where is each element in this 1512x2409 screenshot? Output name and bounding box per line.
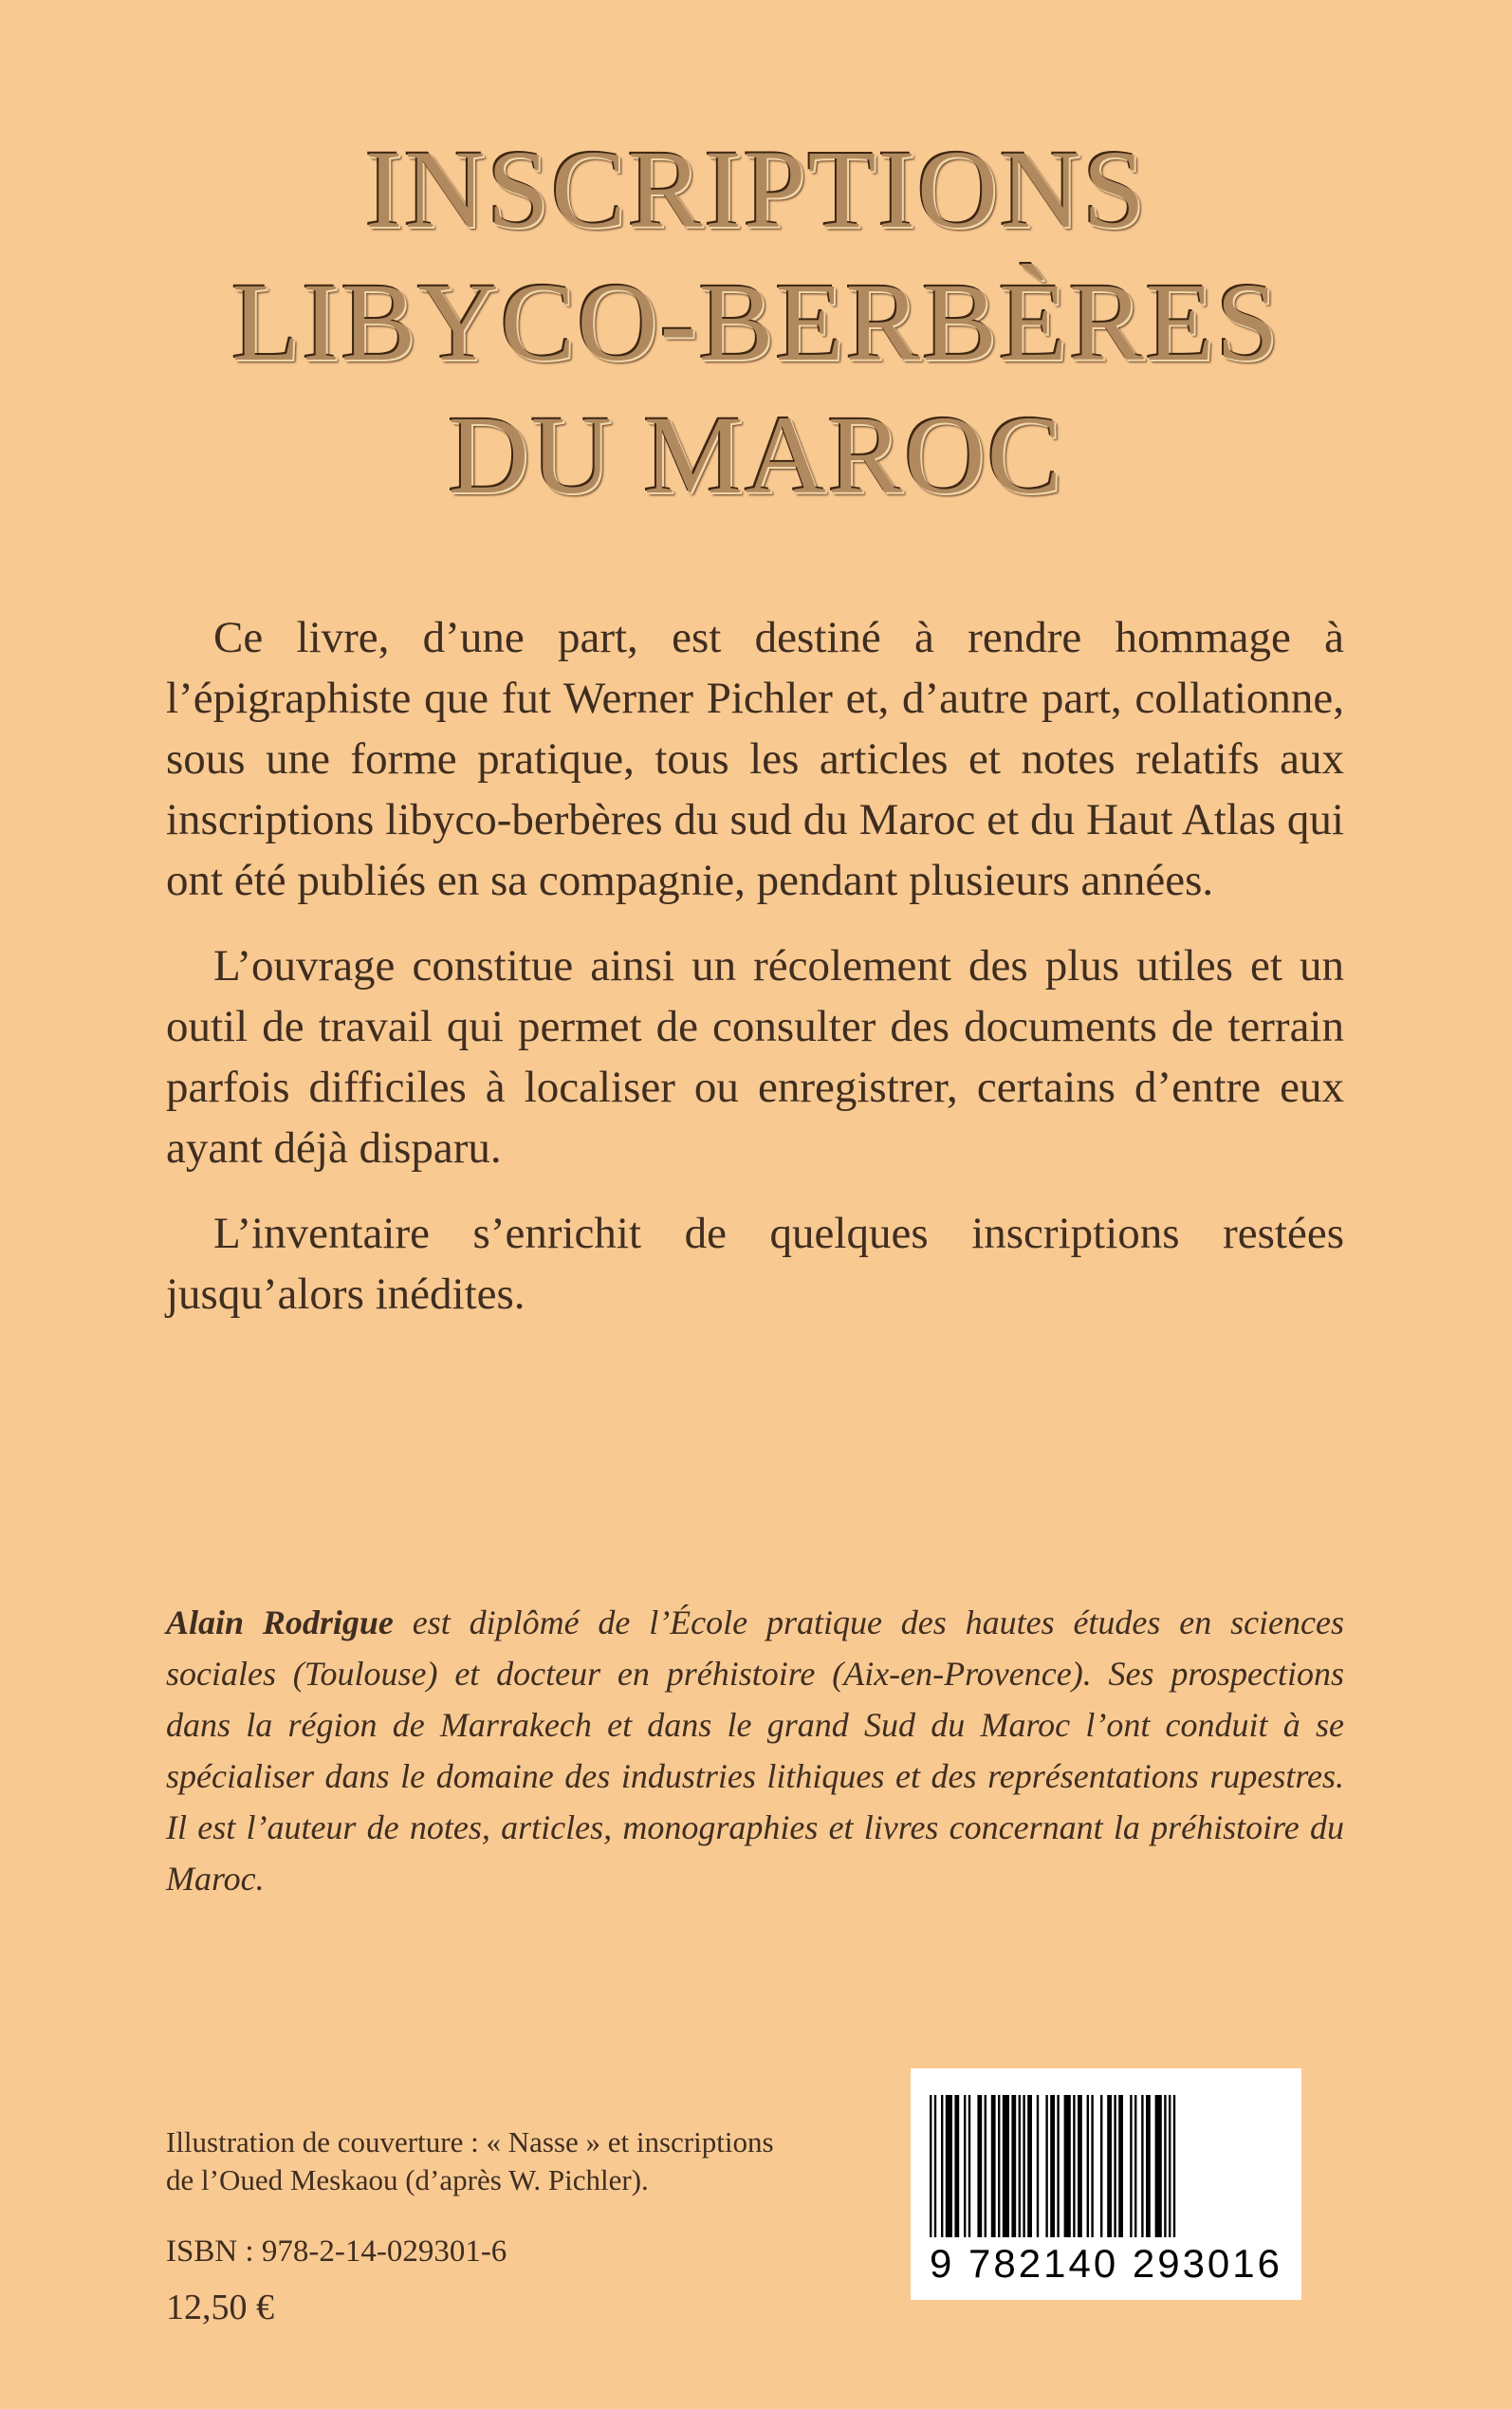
barcode-bar [1045,2095,1047,2237]
title-line-3: DU MAROC [448,393,1064,517]
barcode-bars [930,2095,1282,2237]
title-line-2: LIBYCO-BERBÈRES [231,260,1281,384]
price: 12,50 € [166,2288,274,2327]
barcode-bar [964,2095,966,2237]
barcode-digits: 9 782140 293016 [930,2241,1282,2286]
barcode-bar [1019,2095,1021,2237]
title-line-1: INSCRIPTIONS [365,127,1147,251]
barcode-bar [1087,2095,1089,2237]
barcode-bar [1146,2095,1151,2237]
cover-credits [166,2123,906,2199]
barcode-bar [1164,2095,1166,2237]
blurb-paragraph-2: L’ouvrage constitue ainsi un récolement des plus utiles et un outil de travail qui permet de consulter des documents de terrain parfois difficiles à localiser ou enregistrer, certains d’entre eux ayant déjà disparu. [166,941,1344,1173]
blurb-paragraph-3: L’inventaire s’enrichit de quelques inscriptions restées jusqu’alors inédites. [166,1209,1344,1319]
barcode [911,2068,1301,2300]
credits-line-1: Illustration de couverture : « Nasse » et inscriptions [166,2125,774,2159]
barcode-bar [946,2095,952,2237]
barcode-bar [930,2095,931,2237]
barcode-bar [934,2095,936,2237]
barcode-bar [1169,2095,1171,2237]
barcode-bar [1130,2095,1132,2237]
barcode-bar [1141,2095,1143,2237]
author-bio [166,1597,1344,1904]
book-title [0,123,1512,522]
barcode-bar [1037,2095,1039,2237]
barcode-bar [1114,2095,1116,2237]
barcode-bar [998,2095,1000,2237]
blurb [166,607,1344,1349]
barcode-bar [1027,2095,1032,2237]
barcode-bar [968,2095,970,2237]
barcode-bar [1100,2095,1102,2237]
barcode-bar [1050,2095,1055,2237]
barcode-bar [977,2095,982,2237]
barcode-bar [1023,2095,1024,2237]
barcode-bar [985,2095,986,2237]
isbn: ISBN : 978-2-14-029301-6 [166,2234,507,2269]
barcode-bar [1064,2095,1071,2237]
barcode-bar [1011,2095,1016,2237]
barcode-bar [1107,2095,1112,2237]
barcode-bar [991,2095,996,2237]
author-name: Alain Rodrigue [166,1603,394,1641]
barcode-bar [1173,2095,1175,2237]
barcode-bar [954,2095,959,2237]
barcode-bar [1134,2095,1136,2237]
barcode-bar [1078,2095,1082,2237]
barcode-bar [1073,2095,1075,2237]
credits-line-2: de l’Oued Meskaou (d’après W. Pichler). [166,2163,649,2196]
barcode-bar [1057,2095,1059,2237]
author-bio-text: est diplômé de l’École pratique des hautes études en sciences sociales (Toulouse) et docteur en préhistoire (Aix-en-Provence). Ses prospections dans la région de Marrakech et dans le grand Sud du Maroc l’ont conduit à se spécialiser dans le domaine des industries lithiques et des représentations rupestres. Il est l’auteur de notes, articles, monographies et livres concernant la préhistoire du Maroc. [166,1603,1345,1898]
barcode-bar [1118,2095,1123,2237]
barcode-bar [1091,2095,1093,2237]
blurb-paragraph-1: Ce livre, d’une part, est destiné à rendre hommage à l’épigraphiste que fut Werner Pichler et, d’autre part, collationne, sous une forme pratique, tous les articles et notes relatifs aux inscriptions libyco-berbères du sud du Maroc et du Haut Atlas qui ont été publiés en sa compagnie, pendant plusieurs années. [166,613,1344,905]
barcode-bar [1003,2095,1009,2237]
barcode-bar [941,2095,943,2237]
barcode-bar [1155,2095,1162,2237]
